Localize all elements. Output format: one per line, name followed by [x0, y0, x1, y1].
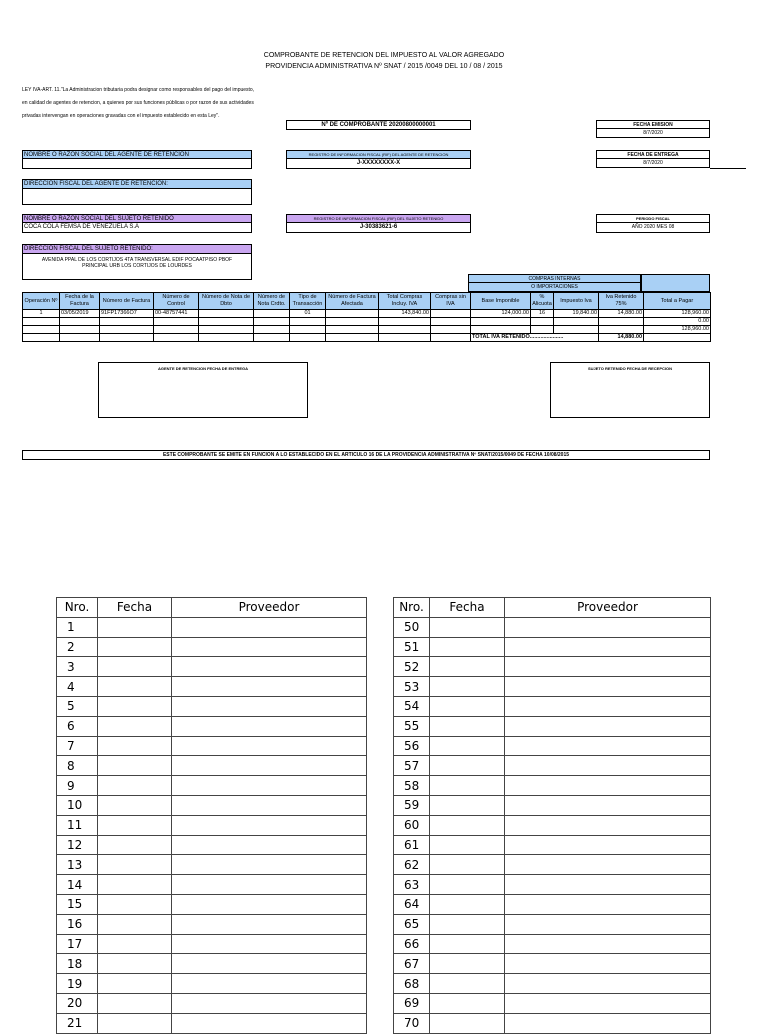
register-fecha-cell[interactable]	[430, 637, 505, 657]
register-row	[57, 716, 367, 736]
register-number: 50	[394, 617, 430, 637]
register-row	[57, 696, 367, 716]
register-row	[394, 954, 711, 974]
sujeto-address-label: DIRECCION FISCAL DEL SUJETO RETENIDO:	[22, 244, 252, 254]
proveedor-header: Proveedor	[505, 598, 711, 618]
cell: 143,840.00	[379, 310, 431, 318]
register-fecha-cell[interactable]	[98, 954, 172, 974]
register-fecha-cell[interactable]	[98, 875, 172, 895]
register-number: 64	[394, 894, 430, 914]
register-fecha-cell[interactable]	[98, 677, 172, 697]
register-number: 12	[57, 835, 98, 855]
register-number: 69	[394, 993, 430, 1013]
register-number: 70	[394, 1013, 430, 1033]
col-header: Número de Factura Afectada	[326, 293, 379, 310]
register-proveedor-cell[interactable]	[505, 756, 711, 776]
agente-rif-label: REGISTRO DE INFORMACION FISCAL (RIF) DEL AGENTE DE RETENCION	[286, 150, 471, 159]
register-row	[394, 677, 711, 697]
cell: 01	[290, 310, 326, 318]
agente-name-value	[22, 159, 252, 169]
law-text-line-1: LEY IVA-ART. 11."La Administracion tributaria podra designar como responsables del pago del impuesto,	[22, 87, 255, 93]
fecha-entrega-label: FECHA DE ENTREGA	[596, 150, 710, 159]
register-number: 67	[394, 954, 430, 974]
sujeto-name-value: COCA COLA FEMSA DE VENEZUELA S.A	[22, 223, 252, 233]
register-proveedor-cell[interactable]	[172, 954, 367, 974]
col-header: Total Compras Incluy. IVA	[379, 293, 431, 310]
register-proveedor-cell[interactable]	[172, 637, 367, 657]
register-number: 11	[57, 815, 98, 835]
register-fecha-cell[interactable]	[430, 736, 505, 756]
register-row	[57, 756, 367, 776]
register-row	[394, 736, 711, 756]
register-proveedor-cell[interactable]	[505, 776, 711, 796]
register-number: 63	[394, 875, 430, 895]
cell: 19,840.00	[554, 310, 599, 318]
register-fecha-cell[interactable]	[430, 894, 505, 914]
register-row	[57, 855, 367, 875]
register-proveedor-cell[interactable]	[505, 894, 711, 914]
register-fecha-cell[interactable]	[430, 716, 505, 736]
register-row	[394, 756, 711, 776]
register-number: 52	[394, 657, 430, 677]
register-number: 56	[394, 736, 430, 756]
sujeto-signature-label: SUJETO RETENIDO FECHA DE RECEPCION	[587, 366, 672, 371]
comprobante-number: Nº DE COMPROBANTE 20200800000001	[286, 120, 471, 130]
register-number: 13	[57, 855, 98, 875]
register-row	[394, 637, 711, 657]
register-row	[394, 875, 711, 895]
title-line-2: PROVIDENCIA ADMINISTRATIVA Nº SNAT / 2015 /0049 DEL 10 / 08 / 2015	[265, 63, 503, 70]
register-row	[394, 835, 711, 855]
register-fecha-cell[interactable]	[98, 776, 172, 796]
register-proveedor-cell[interactable]	[172, 855, 367, 875]
cell: 1	[23, 310, 60, 318]
fecha-emision-value: 8/7/2020	[596, 129, 710, 138]
register-row	[57, 894, 367, 914]
register-proveedor-cell[interactable]	[172, 736, 367, 756]
register-proveedor-cell[interactable]	[172, 677, 367, 697]
register-proveedor-cell[interactable]	[505, 736, 711, 756]
register-row	[394, 815, 711, 835]
register-fecha-cell[interactable]	[430, 855, 505, 875]
register-number: 62	[394, 855, 430, 875]
register-number: 66	[394, 934, 430, 954]
col-header: Iva Retenido 75%	[599, 293, 644, 310]
col-header: Fecha de la Factura	[60, 293, 100, 310]
cell	[431, 310, 471, 318]
register-fecha-cell[interactable]	[430, 756, 505, 776]
register-number: 59	[394, 795, 430, 815]
register-proveedor-cell[interactable]	[505, 716, 711, 736]
register-proveedor-cell[interactable]	[172, 875, 367, 895]
register-proveedor-cell[interactable]	[172, 914, 367, 934]
cell: 00-48757441	[154, 310, 199, 318]
sujeto-rif-label: REGISTRO DE INFORMACION FISCAL (RIF) DEL SUJETO RETENIDO	[286, 214, 471, 223]
register-fecha-cell[interactable]	[430, 795, 505, 815]
register-fecha-cell[interactable]	[430, 696, 505, 716]
register-row	[394, 993, 711, 1013]
register-fecha-cell[interactable]	[430, 835, 505, 855]
register-fecha-cell[interactable]	[98, 716, 172, 736]
register-number: 68	[394, 974, 430, 994]
col-header: Impuesto Iva	[554, 293, 599, 310]
register-number: 19	[57, 974, 98, 994]
register-header-row	[394, 598, 711, 618]
register-number: 65	[394, 914, 430, 934]
register-fecha-cell[interactable]	[98, 835, 172, 855]
register-fecha-cell[interactable]	[430, 815, 505, 835]
agente-name-label: NOMBRE O RAZON SOCIAL DEL AGENTE DE RETENCION	[22, 150, 252, 159]
register-proveedor-cell[interactable]	[172, 756, 367, 776]
col-header: Número de Factura	[100, 293, 154, 310]
register-number: 58	[394, 776, 430, 796]
register-row	[57, 637, 367, 657]
proveedor-header: Proveedor	[172, 598, 367, 618]
register-proveedor-cell[interactable]	[172, 776, 367, 796]
periodo-value: AÑO 2020 MES 08	[596, 223, 710, 233]
group-header-filler	[641, 274, 710, 292]
register-row	[394, 855, 711, 875]
register-row	[57, 875, 367, 895]
register-fecha-cell[interactable]	[430, 993, 505, 1013]
register-number: 21	[57, 1013, 98, 1033]
table-row	[23, 318, 711, 326]
fecha-header: Fecha	[98, 598, 172, 618]
cell: 128,960.00	[644, 310, 711, 318]
register-proveedor-cell[interactable]	[172, 815, 367, 835]
register-row	[394, 776, 711, 796]
register-number: 8	[57, 756, 98, 776]
fecha-emision-label: FECHA EMISION	[596, 120, 710, 129]
register-row	[57, 776, 367, 796]
sujeto-name-label: NOMBRE O RAZON SOCIAL DEL SUJETO RETENIDO	[22, 214, 252, 223]
register-proveedor-cell[interactable]	[505, 657, 711, 677]
register-row	[394, 617, 711, 637]
register-row	[57, 677, 367, 697]
cell	[254, 310, 290, 318]
register-proveedor-cell[interactable]	[505, 795, 711, 815]
register-fecha-cell[interactable]	[98, 696, 172, 716]
register-row	[394, 934, 711, 954]
register-fecha-cell[interactable]	[430, 657, 505, 677]
register-fecha-cell[interactable]	[98, 795, 172, 815]
register-number: 17	[57, 934, 98, 954]
agente-address-value	[22, 189, 252, 205]
register-fecha-cell[interactable]	[430, 974, 505, 994]
register-row	[57, 974, 367, 994]
register-fecha-cell[interactable]	[98, 934, 172, 954]
register-proveedor-cell[interactable]	[172, 835, 367, 855]
importaciones-label: O IMPORTACIONES	[468, 283, 641, 292]
register-header-row	[57, 598, 367, 618]
register-number: 6	[57, 716, 98, 736]
register-proveedor-cell[interactable]	[505, 677, 711, 697]
register-proveedor-cell[interactable]	[505, 914, 711, 934]
sujeto-address-box	[22, 254, 252, 280]
register-proveedor-cell[interactable]	[172, 795, 367, 815]
cell: 128,960.00	[644, 326, 711, 334]
register-row	[57, 657, 367, 677]
register-proveedor-cell[interactable]	[505, 617, 711, 637]
register-fecha-cell[interactable]	[430, 914, 505, 934]
register-row	[57, 617, 367, 637]
register-fecha-cell[interactable]	[430, 677, 505, 697]
col-header: Operación Nº	[23, 293, 60, 310]
register-fecha-cell[interactable]	[98, 974, 172, 994]
register-number: 2	[57, 637, 98, 657]
register-number: 5	[57, 696, 98, 716]
register-number: 20	[57, 993, 98, 1013]
register-proveedor-cell[interactable]	[172, 934, 367, 954]
register-number: 3	[57, 657, 98, 677]
register-proveedor-cell[interactable]	[172, 993, 367, 1013]
register-proveedor-cell[interactable]	[505, 637, 711, 657]
col-header: Base Imponible	[471, 293, 531, 310]
periodo-label: PERIODO FISCAL	[596, 214, 710, 223]
register-row	[57, 835, 367, 855]
register-proveedor-cell[interactable]	[505, 696, 711, 716]
register-fecha-cell[interactable]	[98, 756, 172, 776]
col-header: % Alicuota	[531, 293, 554, 310]
register-row	[394, 914, 711, 934]
table-row	[23, 326, 711, 334]
register-number: 10	[57, 795, 98, 815]
divider-line	[710, 168, 746, 169]
register-proveedor-cell[interactable]	[172, 617, 367, 637]
compras-internas-label: COMPRAS INTERNAS	[468, 274, 641, 283]
register-row	[57, 954, 367, 974]
register-row	[57, 736, 367, 756]
register-fecha-cell[interactable]	[98, 1013, 172, 1033]
register-fecha-cell[interactable]	[98, 855, 172, 875]
sujeto-signature-box	[550, 362, 710, 418]
law-text-line-3: privadas intervengan en operaciones gravadas con el impuesto establecido en esta Ley".	[22, 113, 220, 119]
register-fecha-cell[interactable]	[98, 815, 172, 835]
cell: 124,000.00	[471, 310, 531, 318]
register-row	[57, 815, 367, 835]
sujeto-rif-value: J-30383621-6	[286, 223, 471, 233]
register-row	[394, 974, 711, 994]
agente-rif-value: J-XXXXXXXX-X	[286, 159, 471, 169]
register-proveedor-cell[interactable]	[505, 974, 711, 994]
register-proveedor-cell[interactable]	[505, 993, 711, 1013]
operations-header-row	[23, 293, 711, 310]
register-proveedor-cell[interactable]	[505, 1013, 711, 1033]
register-number: 61	[394, 835, 430, 855]
col-header: Número de Nota Crdto.	[254, 293, 290, 310]
register-fecha-cell[interactable]	[98, 617, 172, 637]
register-row	[57, 795, 367, 815]
register-number: 55	[394, 716, 430, 736]
register-proveedor-cell[interactable]	[172, 1013, 367, 1033]
register-row	[394, 894, 711, 914]
register-proveedor-cell[interactable]	[505, 835, 711, 855]
cell: 14,880.00	[599, 310, 644, 318]
col-header: Compras sin IVA	[431, 293, 471, 310]
cell: 0.00	[644, 318, 711, 326]
register-number: 53	[394, 677, 430, 697]
register-row	[394, 795, 711, 815]
register-proveedor-cell[interactable]	[505, 815, 711, 835]
register-number: 1	[57, 617, 98, 637]
register-number: 15	[57, 894, 98, 914]
register-fecha-cell[interactable]	[98, 637, 172, 657]
register-fecha-cell[interactable]	[430, 1013, 505, 1033]
register-fecha-cell[interactable]	[98, 914, 172, 934]
col-header: Total a Pagar	[644, 293, 711, 310]
register-fecha-cell[interactable]	[98, 894, 172, 914]
register-number: 9	[57, 776, 98, 796]
total-iva-value: 14,880.00	[599, 334, 644, 342]
title-line-1: COMPROBANTE DE RETENCION DEL IMPUESTO AL VALOR AGREGADO	[263, 52, 505, 59]
register-number: 7	[57, 736, 98, 756]
register-fecha-cell[interactable]	[430, 954, 505, 974]
register-proveedor-cell[interactable]	[172, 657, 367, 677]
fecha-header: Fecha	[430, 598, 505, 618]
register-number: 57	[394, 756, 430, 776]
register-proveedor-cell[interactable]	[172, 974, 367, 994]
register-proveedor-cell[interactable]	[172, 894, 367, 914]
table-row	[23, 310, 711, 318]
cell: 16	[531, 310, 554, 318]
cell: 91FP17366O7	[100, 310, 154, 318]
register-row	[57, 993, 367, 1013]
register-fecha-cell[interactable]	[98, 657, 172, 677]
agente-signature-box	[98, 362, 308, 418]
nro-header: Nro.	[57, 598, 98, 618]
col-header: Tipo de Transacción	[290, 293, 326, 310]
register-row	[57, 914, 367, 934]
register-fecha-cell[interactable]	[430, 875, 505, 895]
register-table-right	[393, 597, 711, 1034]
register-number: 14	[57, 875, 98, 895]
register-fecha-cell[interactable]	[98, 736, 172, 756]
sujeto-address-line-1: AVENIDA PPAL DE LOS CORTIJOS 4TA TRANSVERSAL EDIF POCAATPISO PBOF	[41, 257, 233, 263]
register-row	[57, 934, 367, 954]
register-fecha-cell[interactable]	[430, 617, 505, 637]
register-fecha-cell[interactable]	[430, 934, 505, 954]
register-number: 54	[394, 696, 430, 716]
register-proveedor-cell[interactable]	[505, 875, 711, 895]
operations-table	[22, 292, 711, 342]
register-number: 4	[57, 677, 98, 697]
register-fecha-cell[interactable]	[98, 993, 172, 1013]
register-number: 51	[394, 637, 430, 657]
register-number: 16	[57, 914, 98, 934]
cell: 03/05/2019	[60, 310, 100, 318]
cell	[326, 310, 379, 318]
register-proveedor-cell[interactable]	[505, 855, 711, 875]
col-header: Número de Control	[154, 293, 199, 310]
register-row	[57, 1013, 367, 1033]
register-row	[394, 716, 711, 736]
register-number: 18	[57, 954, 98, 974]
agente-address-label: DIRECCION FISCAL DEL AGENTE DE RETENCION:	[22, 179, 252, 189]
total-row	[23, 334, 711, 342]
total-iva-label: TOTAL IVA RETENIDO......................	[471, 334, 599, 342]
sujeto-address-line-2: PRINCIPAL URB LOS CORTIJOS DE LOURDES	[82, 263, 192, 269]
register-proveedor-cell[interactable]	[172, 716, 367, 736]
register-proveedor-cell[interactable]	[505, 934, 711, 954]
register-number: 60	[394, 815, 430, 835]
agente-signature-label: AGENTE DE RETENCION FECHA DE ENTREGA	[157, 366, 249, 371]
nro-header: Nro.	[394, 598, 430, 618]
footer-note: ESTE COMPROBANTE SE EMITE EN FUNCION A LO ESTABLECIDO EN EL ARTICULO 16 DE LA PROVIDENCIA ADMINISTRATIVA Nº SNAT/2015/0049 DE FECHA 10/08/2015	[22, 450, 710, 460]
register-fecha-cell[interactable]	[430, 776, 505, 796]
register-row	[394, 696, 711, 716]
register-proveedor-cell[interactable]	[172, 696, 367, 716]
register-table-left	[56, 597, 367, 1034]
register-proveedor-cell[interactable]	[505, 954, 711, 974]
fecha-entrega-value: 8/7/2020	[596, 159, 710, 168]
law-text-line-2: en calidad de agentes de retencion, a quienes por sus funciones públicas o por razon de sus actividades	[22, 100, 254, 106]
register-row	[394, 657, 711, 677]
cell	[199, 310, 254, 318]
register-row	[394, 1013, 711, 1033]
col-header: Número de Nota de Dbto	[199, 293, 254, 310]
